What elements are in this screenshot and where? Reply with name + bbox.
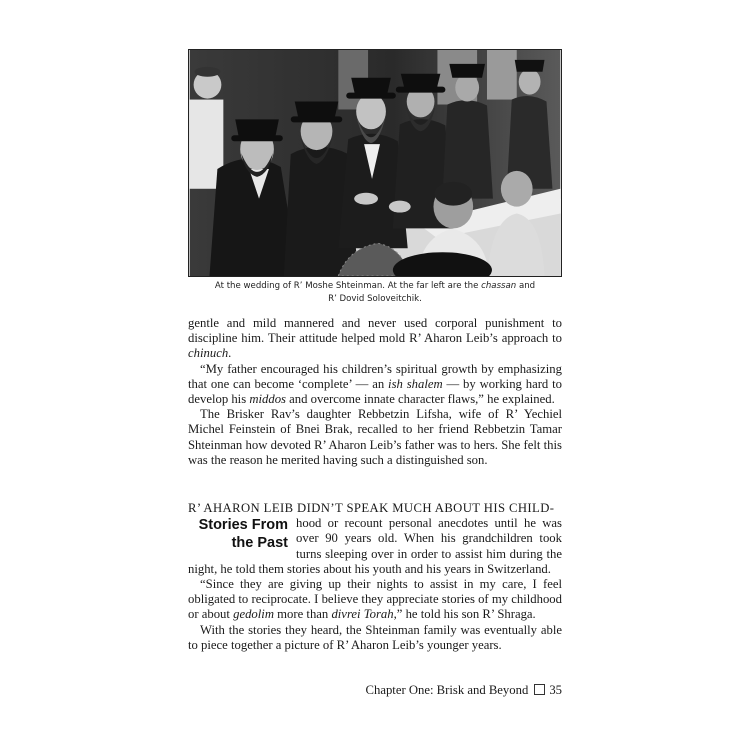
paragraph-2-text: “My father encouraged his children’s spiritual growth by emphasizing that one can become ‘complete’ — an bbox=[188, 361, 562, 391]
paragraph-3: The Brisker Rav’s daughter Rebbetzin Lifsha, wife of R’ Yechiel Michel Feinstein of Bnei Brak, recalled to her friend Rebbetzin Tamar Shteinman how devoted R’ Aharon Leib’s father was to hers. She felt this was the reason he merited having such a distinguished son. bbox=[188, 407, 562, 467]
paragraph-2-end: and overcome innate character flaws,” he explained. bbox=[285, 392, 555, 407]
paragraph-1-italic: chinuch bbox=[188, 346, 229, 361]
paragraph-2-italic-ish-shalem: ish shalem bbox=[388, 376, 443, 391]
section-heading-line1: Stories From bbox=[198, 517, 288, 534]
paragraph-2-italic-middos: middos bbox=[249, 392, 286, 407]
page-number: 35 bbox=[549, 683, 562, 697]
caption-line1-start: At the wedding of R’ Moshe Shteinman. At the far left are the bbox=[214, 281, 482, 291]
caption-line2: R’ Dovid Soloveitchik. bbox=[328, 293, 422, 304]
stories-section bbox=[188, 501, 562, 653]
section-paragraph-3: With the stories they heard, the Shteinman family was eventually able to piece together a picture of R’ Aharon Leib’s younger years. bbox=[188, 622, 562, 652]
paragraph-1-text: gentle and mild mannered and never used corporal punishment to discipline him. Their attitude helped mold R’ Aharon Leib’s approach to bbox=[188, 316, 562, 346]
section-paragraph-2-text: “Since they are giving up their nights to assist in my care, I feel obligated to reciprocate. I believe they appreciate stories of my childhood or about bbox=[188, 577, 562, 622]
section-heading bbox=[188, 517, 288, 552]
section-paragraph-2-italic-divrei-torah: divrei Torah bbox=[331, 607, 394, 622]
wedding-photo-illustration bbox=[189, 50, 561, 276]
section-paragraph-2-middle: more than bbox=[274, 607, 332, 622]
caption-italic-chassan: chassan bbox=[481, 281, 517, 291]
paragraph-1 bbox=[188, 316, 562, 362]
section-lead-caps: R’ AHARON LEIB DIDN’T SPEAK MUCH ABOUT HIS CHILD bbox=[188, 501, 550, 515]
paragraph-2-middle: — by working hard to develop his bbox=[188, 376, 562, 407]
paragraph-1-end: . bbox=[228, 346, 232, 361]
caption-line1-end: and bbox=[516, 281, 536, 291]
paragraph-2 bbox=[188, 362, 562, 408]
section-paragraph-2-italic-gedolim: gedolim bbox=[233, 607, 274, 622]
section-lead-line: R’ AHARON LEIB DIDN’T SPEAK MUCH ABOUT HIS CHILD- bbox=[188, 501, 555, 515]
section-paragraph-2-end: ,” he told his son R’ Shraga. bbox=[393, 607, 536, 622]
body-text bbox=[188, 316, 562, 468]
section-paragraph-2 bbox=[188, 577, 562, 623]
section-paragraph-1: hood or recount personal anecdotes until he was over 90 years old. When his grandchildren took turns sleeping over in order to assist him during the night, he told them stories about his youth and his years in Switzerland. bbox=[188, 516, 562, 576]
photo-caption bbox=[188, 280, 562, 305]
page-footer bbox=[366, 683, 562, 698]
wedding-photo bbox=[188, 49, 562, 277]
section-heading-line2: the Past bbox=[231, 534, 288, 551]
footer-box-icon bbox=[534, 684, 545, 695]
footer-chapter-title: Chapter One: Brisk and Beyond bbox=[365, 683, 529, 697]
